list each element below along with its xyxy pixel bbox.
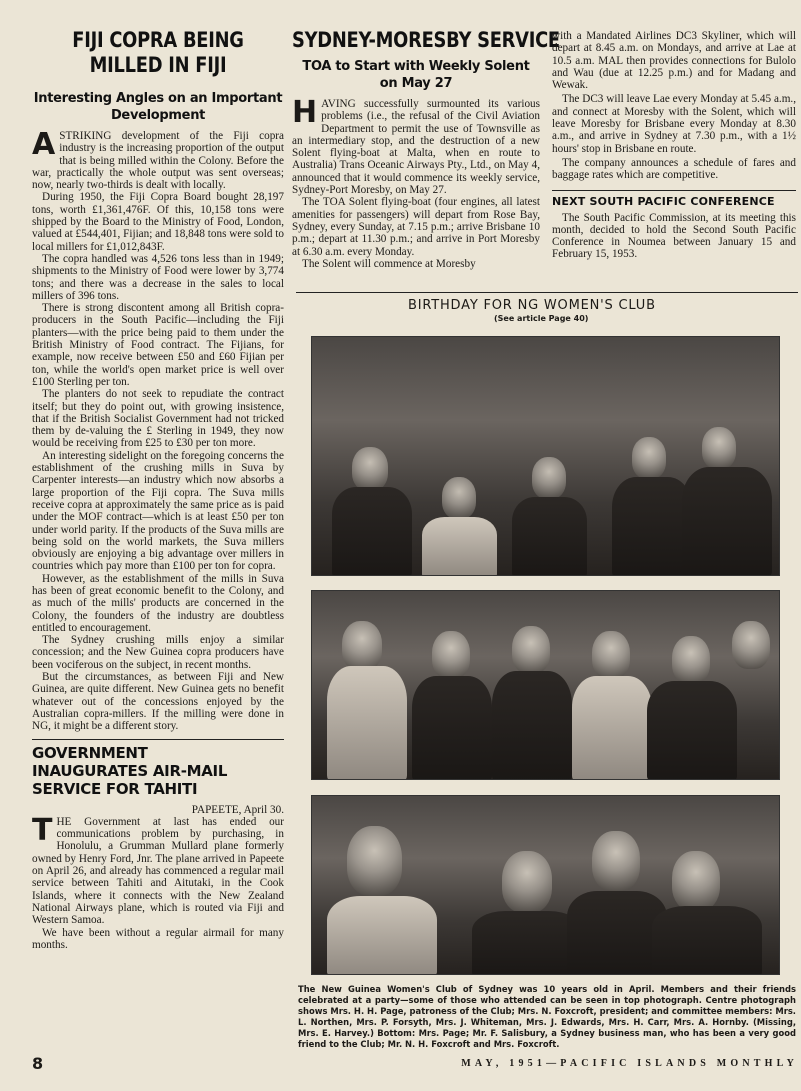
sydney-continued-2: The DC3 will leave Lae every Monday at 5.45 a.m., and connect at Moresby with the Solent, which will leave Moresby for Brisbane every Monday at 8.30 a.m., and arrive in Sydney at 7.30 p.m., with a 1½ hours' stop in Brisbane en route. bbox=[552, 93, 796, 155]
photo-bottom-guests bbox=[311, 795, 780, 975]
sydney-paragraph-3: The Solent will commence at Moresby bbox=[302, 257, 476, 270]
feature-headline: BIRTHDAY FOR NG WOMEN'S CLUB bbox=[408, 298, 656, 313]
column-divider bbox=[32, 739, 284, 740]
fiji-paragraph-6: An interesting sidelight on the foregoing concerns the establishment of the crushing mills in Suva by Carpenter interests—an industry which now absorbs a large proportion of the Fiji copra. The Suva mills receive copra at approximately the same price as is paid under the MOF contract—which is at least £50 per ton under world parity. If the products of the Suva mills are being sold on the world markets, the Suva millers obviously are enjoying a big advantage over millers in countries which pay more than £100 per ton for copra. bbox=[32, 449, 284, 573]
fiji-paragraph-2: During 1950, the Fiji Copra Board bought 28,197 tons, worth £1,361,476F. Of this, 10,158 tons were shipped by the Board to the Ministry of Food, London, valued at £544,401, Fijian; and 18,848 tons were sold to local millers for £1,012,843F. bbox=[32, 191, 284, 253]
photo-centre-committee bbox=[311, 590, 780, 780]
right-column bbox=[552, 30, 796, 261]
conference-paragraph: The South Pacific Commission, at its meeting this month, decided to hold the Second South Pacific Conference in Noumea between January 15 and February 15, 1953. bbox=[552, 211, 796, 261]
tahiti-headline: GOVERNMENT INAUGURATES AIR-MAIL SERVICE FOR TAHITI bbox=[32, 743, 228, 798]
photo-caption: The New Guinea Women's Club of Sydney was 10 years old in April. Members and their friends celebrated at a party—some of those who attended can be seen in top photograph. Centre photograph shows Mrs. H. H. Page, patroness of the Club; Mrs. N. Foxcroft, president; and committee members: Mrs. L. Northen, Mrs. P. Forsyth, Mrs. J. Whiteman, Mrs. J. Edwards, Mrs. H. Carr, Mrs. A. Hornby. (Missing, Mrs. E. Harvey.) Bottom: Mrs. Page; Mr. F. Salisbury, a Sydney business man, who has been a very good friend to the Club; Mr. N. H. Foxcroft and Mrs. Foxcroft. bbox=[298, 984, 796, 1049]
fiji-subhead: Interesting Angles on an Important Development bbox=[33, 91, 283, 123]
fiji-paragraph-9: But the circumstances, as between Fiji and New Guinea, are quite different. New Guinea gets no benefit whatever out of the concessions enjoyed by the Australian copra-millers. If the milling were done in NG, it might be a different story. bbox=[32, 671, 284, 733]
tahiti-dateline: PAPEETE, April 30. bbox=[191, 803, 284, 816]
sydney-continued-3: The company announces a schedule of fares and baggage rates which are competitive. bbox=[552, 156, 796, 182]
fiji-paragraph-8: The Sydney crushing mills enjoy a similar concession; and the New Guinea copra producers have been vociferous on the subject, in recent months. bbox=[32, 634, 284, 671]
fiji-paragraph-7: However, as the establishment of the mills in Suva has been of great economic benefit to the Colony, and as much of the mills' products are concerned in the Colony, the founders of the industry are doubtless entitled to encouragement. bbox=[32, 572, 284, 634]
masthead: MAY, 1951—PACIFIC ISLANDS MONTHLY bbox=[461, 1058, 798, 1069]
conference-headline: NEXT SOUTH PACIFIC CONFERENCE bbox=[552, 194, 775, 208]
sydney-dropcap: H bbox=[292, 95, 318, 130]
tahiti-paragraph-1: THE Government at last has ended our communications problem by purchasing, in Honolulu, a Grumman Mullard plane formerly owned by Henry Ford, Jnr. The plane arrived in Papeete on April 26, and already has commenced a regular mail service between Tahiti and Aitutaki, in the Cook Islands, where it connects with the New Zealand National Airways plane, which is routed via Fiji and Western Samoa. bbox=[32, 812, 284, 927]
left-column bbox=[32, 28, 284, 951]
column-divider bbox=[552, 190, 796, 191]
sydney-subhead: TOA to Start with Weekly Solent on May 27 bbox=[302, 59, 530, 91]
fiji-paragraph-3: The copra handled was 4,526 tons less than in 1949; shipments to the Ministry of Food were lower by 3,774 tons; and there was a decrease in the sales to local millers of 396 tons. bbox=[32, 252, 284, 302]
see-article-note: (See article Page 40) bbox=[494, 314, 589, 323]
page-number: 8 bbox=[32, 1054, 44, 1073]
sydney-continued-1: with a Mandated Airlines DC3 Skyliner, which will depart at 8.45 a.m. on Mondays, and arrive at Lae at 10.5 a.m. MAL then provides connections for Bulolo and Wau (due at 12.25 p.m.) and for Madang and Wewak. bbox=[552, 30, 796, 92]
middle-column bbox=[292, 28, 560, 270]
feature-rule bbox=[296, 292, 798, 293]
fiji-paragraph-1: ASTRIKING development of the Fiji copra industry is the increasing proportion of the output that is being milled within the Colony. Before the war, practically the whole output was sent overseas; now, nearly two-thirds is dealt with locally. bbox=[32, 127, 284, 192]
tahiti-paragraph-2: We have been without a regular airmail for many months. bbox=[32, 926, 284, 951]
photo-top-party bbox=[311, 336, 780, 576]
fiji-dropcap: A bbox=[32, 127, 56, 162]
sydney-paragraph-1: HAVING successfully surmounted its various problems (i.e., the refusal of the Civil Aviation Department to permit the use of Townsville as an intermediary stop, and the destruction of a new Solent flying-boat at Malta, when en route to Australia) Trans Oceanic Airways Pty., Ltd., on May 4, announced that it would commence its weekly service, Sydney-Port Moresby, on May 27. bbox=[292, 95, 540, 197]
sydney-headline: SYDNEY-MORESBY SERVICE bbox=[292, 28, 560, 52]
tahiti-dropcap: T bbox=[32, 812, 53, 848]
fiji-paragraph-4: There is strong discontent among all British copra-producers in the South Pacific—including the Fiji planters—with the price being paid to them under the British Ministry of Food contract. The Fijians, for example, now receive between £50 and £60 Fijian per ton, while the world's open market price is well over £100 Sterling per ton. bbox=[32, 302, 284, 388]
sydney-paragraph-2: The TOA Solent flying-boat (four engines, all latest amenities for passengers) will depart from Rose Bay, Sydney, every Sunday, at 7.15 p.m.; arrive Brisbane 10 p.m.; depart at 11.30 p.m.; and arrive in Port Moresby at 6.30 a.m. every Monday. bbox=[292, 196, 540, 258]
fiji-paragraph-5: The planters do not seek to repudiate the contract itself; but they do point out, with growing insistence, that if the British Socialist Government had not tricked them by de-valuing the £ Sterling in 1949, they now would be receiving from £25 to £30 per ton more. bbox=[32, 388, 284, 450]
page-footer bbox=[32, 1054, 798, 1074]
fiji-headline: FIJI COPRA BEING MILLED IN FIJI bbox=[72, 28, 244, 77]
